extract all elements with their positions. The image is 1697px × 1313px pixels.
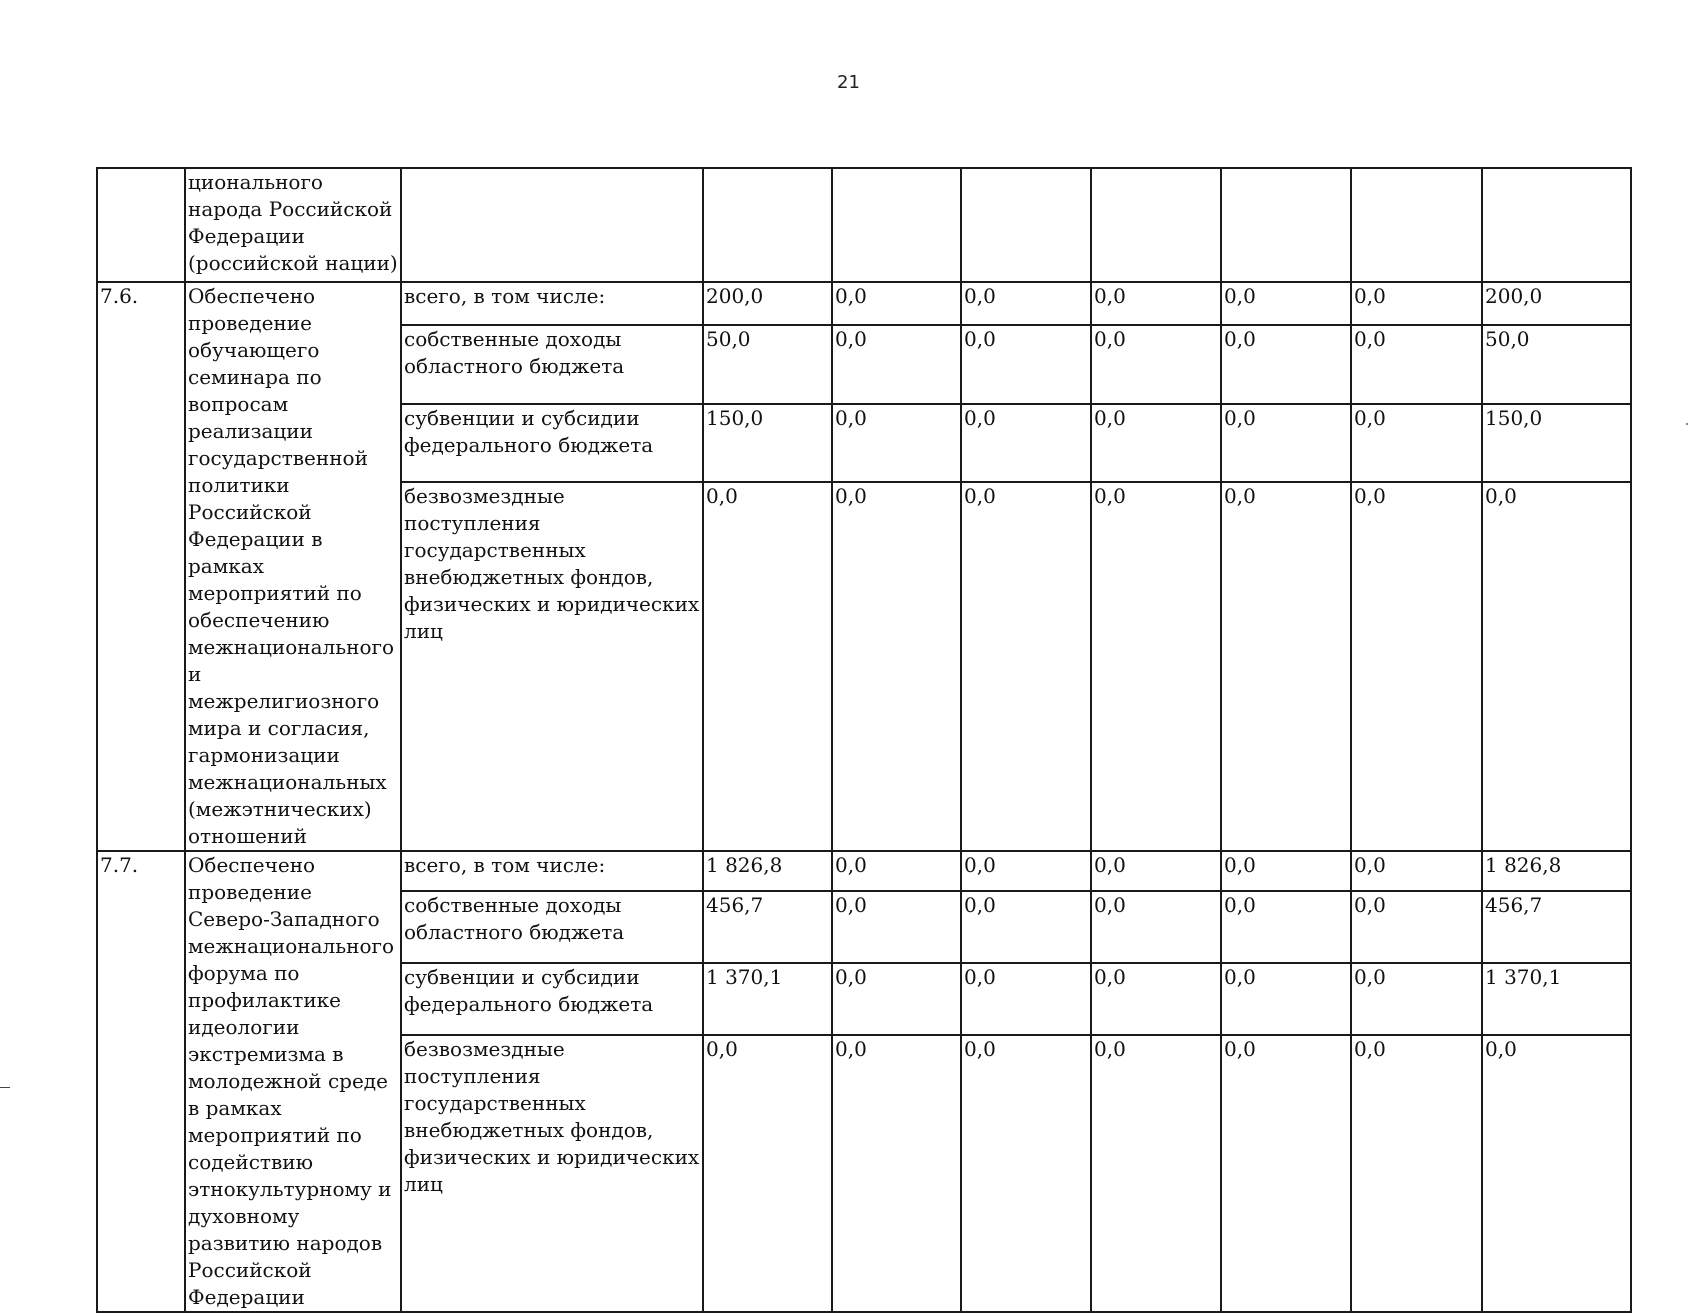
amount-cell: 1 370,1 — [703, 963, 832, 1035]
amount-cell: 0,0 — [832, 282, 961, 325]
amount-cell: 0,0 — [1221, 1035, 1351, 1312]
amount-cell: 0,0 — [1091, 963, 1221, 1035]
amount-cell: 0,0 — [832, 325, 961, 403]
value-cell — [703, 168, 832, 282]
amount-cell: 200,0 — [1482, 282, 1631, 325]
amount-cell: 0,0 — [1351, 851, 1482, 891]
continuation-description: ционального народа Российской Федерации (российской нации) — [185, 168, 401, 282]
funding-source: всего, в том числе: — [401, 282, 703, 325]
amount-cell: 0,0 — [1351, 282, 1482, 325]
amount-cell: 0,0 — [1221, 404, 1351, 482]
funding-source: собственные доходы областного бюджета — [401, 891, 703, 963]
amount-cell: 0,0 — [832, 963, 961, 1035]
value-cell — [1091, 168, 1221, 282]
amount-cell: 0,0 — [961, 963, 1091, 1035]
amount-cell: 0,0 — [961, 404, 1091, 482]
row-number-cell — [97, 168, 185, 282]
amount-cell: 0,0 — [1221, 851, 1351, 891]
amount-cell: 150,0 — [703, 404, 832, 482]
amount-cell: 1 826,8 — [703, 851, 832, 891]
amount-cell: 150,0 — [1482, 404, 1631, 482]
amount-cell: 0,0 — [1221, 282, 1351, 325]
amount-cell: 0,0 — [1221, 891, 1351, 963]
amount-cell: 456,7 — [703, 891, 832, 963]
amount-cell: 0,0 — [1091, 282, 1221, 325]
amount-cell: 0,0 — [1482, 482, 1631, 851]
funding-source: собственные доходы областного бюджета — [401, 325, 703, 403]
amount-cell: 0,0 — [1091, 325, 1221, 403]
amount-cell: 0,0 — [1351, 1035, 1482, 1312]
amount-cell: 0,0 — [1351, 963, 1482, 1035]
continuation-row — [97, 168, 1631, 282]
amount-cell: 0,0 — [1351, 404, 1482, 482]
amount-cell: 1 370,1 — [1482, 963, 1631, 1035]
amount-cell: 0,0 — [1221, 325, 1351, 403]
amount-cell: 0,0 — [961, 282, 1091, 325]
amount-cell: 0,0 — [832, 404, 961, 482]
activity-description: Обеспечено проведение Северо-Западного межнационального форума по профилактике идеологии экстремизма в молодежной среде в рамках мероприятий по содействию этнокультурному и духовному развитию народов Российской Федерации — [185, 851, 401, 1312]
amount-cell: 0,0 — [1091, 404, 1221, 482]
amount-cell: 0,0 — [832, 1035, 961, 1312]
amount-cell: 0,0 — [1351, 482, 1482, 851]
amount-cell: 0,0 — [1351, 891, 1482, 963]
amount-cell: 0,0 — [1221, 963, 1351, 1035]
value-cell — [1482, 168, 1631, 282]
amount-cell: 0,0 — [1351, 325, 1482, 403]
amount-cell: 0,0 — [1091, 891, 1221, 963]
amount-cell: 0,0 — [832, 482, 961, 851]
funding-source: всего, в том числе: — [401, 851, 703, 891]
value-cell — [832, 168, 961, 282]
amount-cell: 0,0 — [1091, 851, 1221, 891]
amount-cell: 0,0 — [832, 891, 961, 963]
table-row — [97, 282, 1631, 325]
page-number: 21 — [837, 72, 860, 93]
amount-cell: 50,0 — [703, 325, 832, 403]
amount-cell: 0,0 — [1221, 482, 1351, 851]
funding-source: безвозмездные поступления государственных внебюджетных фондов, физических и юридических лиц — [401, 1035, 703, 1312]
amount-cell: 50,0 — [1482, 325, 1631, 403]
value-cell — [961, 168, 1091, 282]
margin-mark — [0, 1087, 10, 1088]
amount-cell: 0,0 — [703, 482, 832, 851]
budget-table — [96, 167, 1632, 1313]
amount-cell: 0,0 — [961, 325, 1091, 403]
amount-cell: 0,0 — [832, 851, 961, 891]
amount-cell: 200,0 — [703, 282, 832, 325]
table-body — [97, 168, 1631, 1312]
amount-cell: 0,0 — [1091, 1035, 1221, 1312]
row-number: 7.7. — [97, 851, 185, 1312]
funding-source: безвозмездные поступления государственных внебюджетных фондов, физических и юридических лиц — [401, 482, 703, 851]
amount-cell: 0,0 — [1482, 1035, 1631, 1312]
amount-cell: 456,7 — [1482, 891, 1631, 963]
scan-speck — [1686, 423, 1688, 425]
amount-cell: 0,0 — [703, 1035, 832, 1312]
amount-cell: 0,0 — [1091, 482, 1221, 851]
funding-source: субвенции и субсидии федерального бюджета — [401, 963, 703, 1035]
value-cell — [1351, 168, 1482, 282]
row-number: 7.6. — [97, 282, 185, 851]
source-cell — [401, 168, 703, 282]
value-cell — [1221, 168, 1351, 282]
funding-source: субвенции и субсидии федерального бюджета — [401, 404, 703, 482]
activity-description: Обеспечено проведение обучающего семинара по вопросам реализации государственной политики Российской Федерации в рамках мероприятий по обеспечению межнационального и межрелигиозного мира и согласия, гармонизации межнациональных (межэтнических) отношений — [185, 282, 401, 851]
table-row — [97, 851, 1631, 891]
amount-cell: 1 826,8 — [1482, 851, 1631, 891]
amount-cell: 0,0 — [961, 1035, 1091, 1312]
amount-cell: 0,0 — [961, 891, 1091, 963]
amount-cell: 0,0 — [961, 482, 1091, 851]
amount-cell: 0,0 — [961, 851, 1091, 891]
